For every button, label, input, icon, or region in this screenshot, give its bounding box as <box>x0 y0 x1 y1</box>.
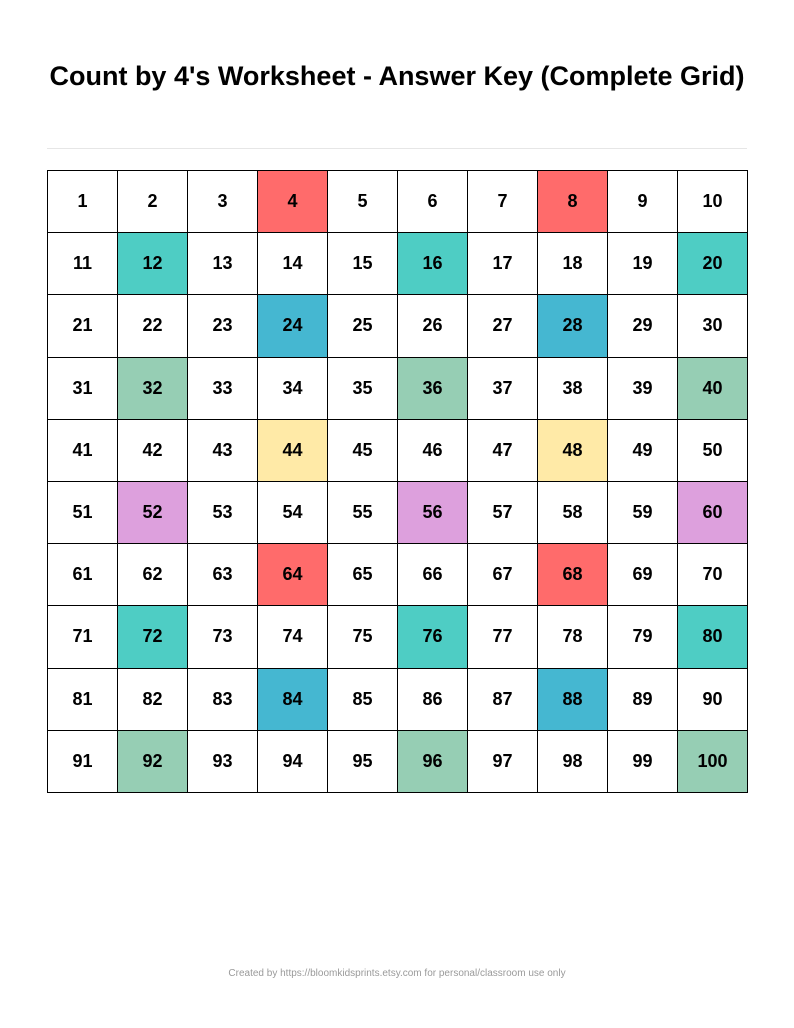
grid-cell: 43 <box>188 420 258 482</box>
grid-cell-highlighted: 24 <box>258 295 328 357</box>
grid-cell: 85 <box>328 669 398 731</box>
grid-cell: 98 <box>538 731 608 793</box>
grid-cell: 18 <box>538 233 608 295</box>
grid-cell: 90 <box>678 669 748 731</box>
grid-cell: 99 <box>608 731 678 793</box>
grid-cell: 77 <box>468 606 538 668</box>
grid-cell: 57 <box>468 482 538 544</box>
grid-cell: 71 <box>48 606 118 668</box>
grid-cell: 23 <box>188 295 258 357</box>
grid-cell: 83 <box>188 669 258 731</box>
grid-cell-highlighted: 96 <box>398 731 468 793</box>
grid-cell: 17 <box>468 233 538 295</box>
grid-cell: 67 <box>468 544 538 606</box>
grid-cell: 42 <box>118 420 188 482</box>
page-title: Count by 4's Worksheet - Answer Key (Complete Grid) <box>49 61 745 91</box>
grid-cell: 55 <box>328 482 398 544</box>
grid-cell: 89 <box>608 669 678 731</box>
grid-cell: 2 <box>118 171 188 233</box>
grid-cell: 66 <box>398 544 468 606</box>
grid-cell: 70 <box>678 544 748 606</box>
grid-cell: 13 <box>188 233 258 295</box>
grid-cell: 95 <box>328 731 398 793</box>
grid-cell: 73 <box>188 606 258 668</box>
grid-cell-highlighted: 12 <box>118 233 188 295</box>
grid-cell-highlighted: 32 <box>118 358 188 420</box>
grid-cell: 58 <box>538 482 608 544</box>
grid-cell: 79 <box>608 606 678 668</box>
grid-cell-highlighted: 68 <box>538 544 608 606</box>
grid-cell-highlighted: 28 <box>538 295 608 357</box>
grid-cell: 46 <box>398 420 468 482</box>
grid-cell: 61 <box>48 544 118 606</box>
grid-cell: 51 <box>48 482 118 544</box>
grid-cell: 86 <box>398 669 468 731</box>
grid-cell: 22 <box>118 295 188 357</box>
grid-cell-highlighted: 48 <box>538 420 608 482</box>
grid-cell: 15 <box>328 233 398 295</box>
grid-cell: 78 <box>538 606 608 668</box>
grid-cell: 29 <box>608 295 678 357</box>
grid-cell: 63 <box>188 544 258 606</box>
grid-cell: 54 <box>258 482 328 544</box>
grid-cell-highlighted: 8 <box>538 171 608 233</box>
grid-cell: 19 <box>608 233 678 295</box>
grid-cell: 38 <box>538 358 608 420</box>
grid-cell: 74 <box>258 606 328 668</box>
grid-cell: 75 <box>328 606 398 668</box>
grid-cell: 82 <box>118 669 188 731</box>
grid-cell: 45 <box>328 420 398 482</box>
grid-cell: 6 <box>398 171 468 233</box>
grid-cell: 94 <box>258 731 328 793</box>
grid-cell-highlighted: 44 <box>258 420 328 482</box>
grid-cell: 87 <box>468 669 538 731</box>
grid-cell: 91 <box>48 731 118 793</box>
grid-cell-highlighted: 100 <box>678 731 748 793</box>
grid-cell: 27 <box>468 295 538 357</box>
grid-cell: 81 <box>48 669 118 731</box>
grid-cell: 39 <box>608 358 678 420</box>
grid-cell: 31 <box>48 358 118 420</box>
grid-cell: 1 <box>48 171 118 233</box>
grid-cell: 35 <box>328 358 398 420</box>
grid-cell: 3 <box>188 171 258 233</box>
grid-cell: 9 <box>608 171 678 233</box>
grid-cell-highlighted: 60 <box>678 482 748 544</box>
grid-cell-highlighted: 92 <box>118 731 188 793</box>
grid-cell: 10 <box>678 171 748 233</box>
grid-cell-highlighted: 52 <box>118 482 188 544</box>
grid-cell: 62 <box>118 544 188 606</box>
grid-cell-highlighted: 40 <box>678 358 748 420</box>
grid-cell-highlighted: 56 <box>398 482 468 544</box>
grid-cell-highlighted: 16 <box>398 233 468 295</box>
grid-cell-highlighted: 80 <box>678 606 748 668</box>
hundreds-chart-grid <box>47 170 748 793</box>
grid-cell-highlighted: 64 <box>258 544 328 606</box>
footer-credit: Created by https://bloomkidsprints.etsy.com for personal/classroom use only <box>228 968 566 979</box>
grid-cell: 25 <box>328 295 398 357</box>
grid-cell-highlighted: 72 <box>118 606 188 668</box>
title-divider <box>47 148 747 149</box>
grid-cell: 47 <box>468 420 538 482</box>
grid-cell: 7 <box>468 171 538 233</box>
grid-cell: 53 <box>188 482 258 544</box>
grid-cell-highlighted: 4 <box>258 171 328 233</box>
grid-cell: 11 <box>48 233 118 295</box>
grid-cell: 97 <box>468 731 538 793</box>
grid-cell-highlighted: 76 <box>398 606 468 668</box>
grid-cell-highlighted: 20 <box>678 233 748 295</box>
grid-cell: 33 <box>188 358 258 420</box>
grid-cell: 93 <box>188 731 258 793</box>
grid-cell: 5 <box>328 171 398 233</box>
grid-cell: 41 <box>48 420 118 482</box>
grid-cell: 59 <box>608 482 678 544</box>
grid-cell: 49 <box>608 420 678 482</box>
grid-cell: 69 <box>608 544 678 606</box>
grid-cell-highlighted: 36 <box>398 358 468 420</box>
grid-cell: 30 <box>678 295 748 357</box>
grid-cell: 65 <box>328 544 398 606</box>
grid-cell-highlighted: 88 <box>538 669 608 731</box>
grid-cell: 26 <box>398 295 468 357</box>
grid-cell: 37 <box>468 358 538 420</box>
grid-cell: 50 <box>678 420 748 482</box>
grid-cell: 14 <box>258 233 328 295</box>
grid-cell-highlighted: 84 <box>258 669 328 731</box>
grid-cell: 34 <box>258 358 328 420</box>
grid-cell: 21 <box>48 295 118 357</box>
